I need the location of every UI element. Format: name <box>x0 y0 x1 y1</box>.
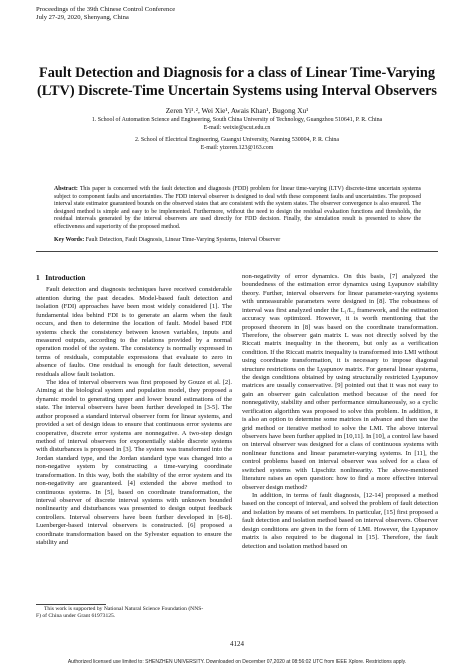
affiliation-2 <box>36 137 438 152</box>
right-paragraph-2: In addition, in terms of fault diagnosis, [12-14] proposed a method based on the concept of interval, and solved the problem of fault detection and isolation by means of set members. In particular, [15] first proposed a fault detection and isolation method based on interval observers. Observer design conditions are given in the form of LMI. However, the Lyapunov matrix is also required to be diagonal in [15]. Therefore, the fault detection and isolation method based on <box>242 491 438 550</box>
proceedings-header <box>36 6 175 23</box>
section-heading <box>36 274 232 282</box>
keywords-label: Key Words: <box>54 237 85 243</box>
footnote <box>36 606 232 620</box>
section-title: Introduction <box>45 273 86 282</box>
footnote-line-1: This work is supported by National Natural Science Foundation (NNS- <box>44 606 204 612</box>
affiliation-1 <box>36 117 438 132</box>
title-line-1: Fault Detection and Diagnosis for a class of Linear Time-Varying <box>39 65 435 81</box>
intro-paragraph-1: Fault detection and diagnosis techniques have received considerable attention during the past decades. Model-based fault detection and isolation (FDI) approaches have been most widely considered [1]. The fundamental idea behind FDI is to generate an alarm when the fault occurs, and then to determine the location of fault. Model based FDI systems check the consistency between known variables, inputs and measured outputs, according to the relations provided by a normal operation model of the system. The consistency is normally expressed in terms of residuals, computable expressions that evaluate to zero in absence of faults. One residual is enough for fault detection, several residuals allow fault isolation. <box>36 286 232 378</box>
abstract-label: Abstract: <box>54 186 78 192</box>
proceedings-line-2: July 27-29, 2020, Shenyang, China <box>36 14 129 22</box>
affiliation-2-email: E-mail: yizeren.123@163.com <box>200 144 274 151</box>
affiliation-1-text: 1. School of Automation Science and Engineering, South China University of Technology, Guangzhou 510641, P. R. China <box>91 117 383 123</box>
abstract <box>54 186 421 231</box>
keywords-text: Fault Detection, Fault Diagnosis, Linear Time-Varying Systems, Interval Observer <box>85 237 281 243</box>
right-paragraph-1: non-negativity of error dynamics. On this basis, [7] analyzed the boundedness of the estimation error dynamics using Lyapunov stability theory. Further, interval observers for linear parameter-varying systems with unmeasurable parameters were designed in [8]. The robustness of interval was first analyzed under the L₁/L₂ framework, and the estimation accuracy was optimized. However, it is worth mentioning that the proposed theorem in [8] was based on the coordinate transformation. Therefore, the observer gain matrix L was not directly solved by the Riccati matrix inequality in the theorem, but only as a verification condition. If the Riccati matrix inequality is transformed into LMI without using coordinate transformation, it is necessary to impose diagonal structure restrictions on the Lyapunov matrix. For general linear systems, the design conditions obtained by using structurally restricted Lyapunov matrices are usually conservative. [9] pointed out that it was not easy to gain an observer gain calculation method because of the need for nonnegativity, stability and other performance simultaneously, so a cyclic verification algorithm was proposed to solve this problem. In addition, it is also an option to determine some matrices in advance and then use the grid method or iterative method to solve the LMI. The above interval observers have been further applied in [10,11]. In [10], a control law based on interval observer was designed for a class of continuous systems with nonlinear functions and linear parameter-varying systems. In [11], the control problems based on interval observer was solved for a class of switched systems with Lipschitz nonlinearity. The above-mentioned literature raises an open question: how to find a more effective interval observer design method? <box>242 273 438 491</box>
title-line-2: (LTV) Discrete-Time Uncertain Systems using Interval Observers <box>36 82 437 99</box>
affiliation-2-text: 2. School of Electrical Engineering, Guangxi University, Nanning 530004, P. R. China <box>135 137 339 143</box>
paper-title <box>20 65 454 100</box>
proceedings-line-1: Proceedings of the 39th Chinese Control Conference <box>36 6 176 13</box>
author-list: Zeren Yi¹˒², Wei Xie¹, Awais Khan¹, Bugong Xu¹ <box>165 106 309 115</box>
affiliation-1-email: E-mail: weixie@scut.edu.cn <box>203 124 271 131</box>
license-notice: Authorized licensed use limited to: SHENZHEN UNIVERSITY. Downloaded on December 07,2020 at 08:56:02 UTC from IEEE Xplore. Restrictions apply. <box>67 659 407 665</box>
intro-paragraph-2: The idea of interval observers was first proposed by Gouze et al. [2]. Aiming at the biological system and population model, they proposed a dynamic model to generating upper and lower bound estimations of the state. The interval observers have been further developed in [3-5]. The author proposed a standard interval observer form for linear systems, and provided a set of design ideas to ensure that continuous error systems are cooperative, discrete error systems are nonnegative. A two-step design method of interval observers for exponentially stable discrete systems with disturbances is proposed in [3]. The system was transformed into the Jordan standard type, and the Jordan standard type was changed into a non-negative system by constructing a time-varying coordinate transformation. In this way, both the stability of the error system and its non-negativity are guaranteed. [4] extended the above method to continuous systems. In [5], based on coordinate transformation, the interval observer of discrete interval systems with unknown bounded nonlinearity and disturbances was presented to design output feedback controllers. Interval observers have been further developed in [6-8]. Luenberger-based interval observers is constructed. [6] proposed a coordinate transformation based on the Sylvester equation to ensure the stability and <box>36 379 232 547</box>
footnote-line-2: F) of China under Grant 61973125. <box>36 613 116 619</box>
left-column <box>36 274 232 548</box>
page-number: 4124 <box>230 640 244 648</box>
section-number: 1 <box>36 273 40 282</box>
keywords <box>54 237 421 245</box>
abstract-text: This paper is concerned with the fault detection and diagnosis (FDD) problem for linear time-varying (LTV) discrete-time uncertain systems subject to component faults and uncertainties. The FDD interval observer is designed to deal with these component faults and uncertainties. The proposed interval state estimator guaranteed bounds on the observed states that are consistent with the system states. The observer convergence is also ensured. The designed method is simple and easy to be implemented. Furthermore, without the need to design the residual evaluation functions and thresholds, the residual intervals generated by the interval observers are used directly for FDD decision. Finally, the simulation result is presented to show the effectiveness and superiority of the proposed method. <box>54 186 421 230</box>
header-divider <box>36 251 438 252</box>
right-column <box>242 273 438 551</box>
footnote-divider <box>36 604 106 605</box>
